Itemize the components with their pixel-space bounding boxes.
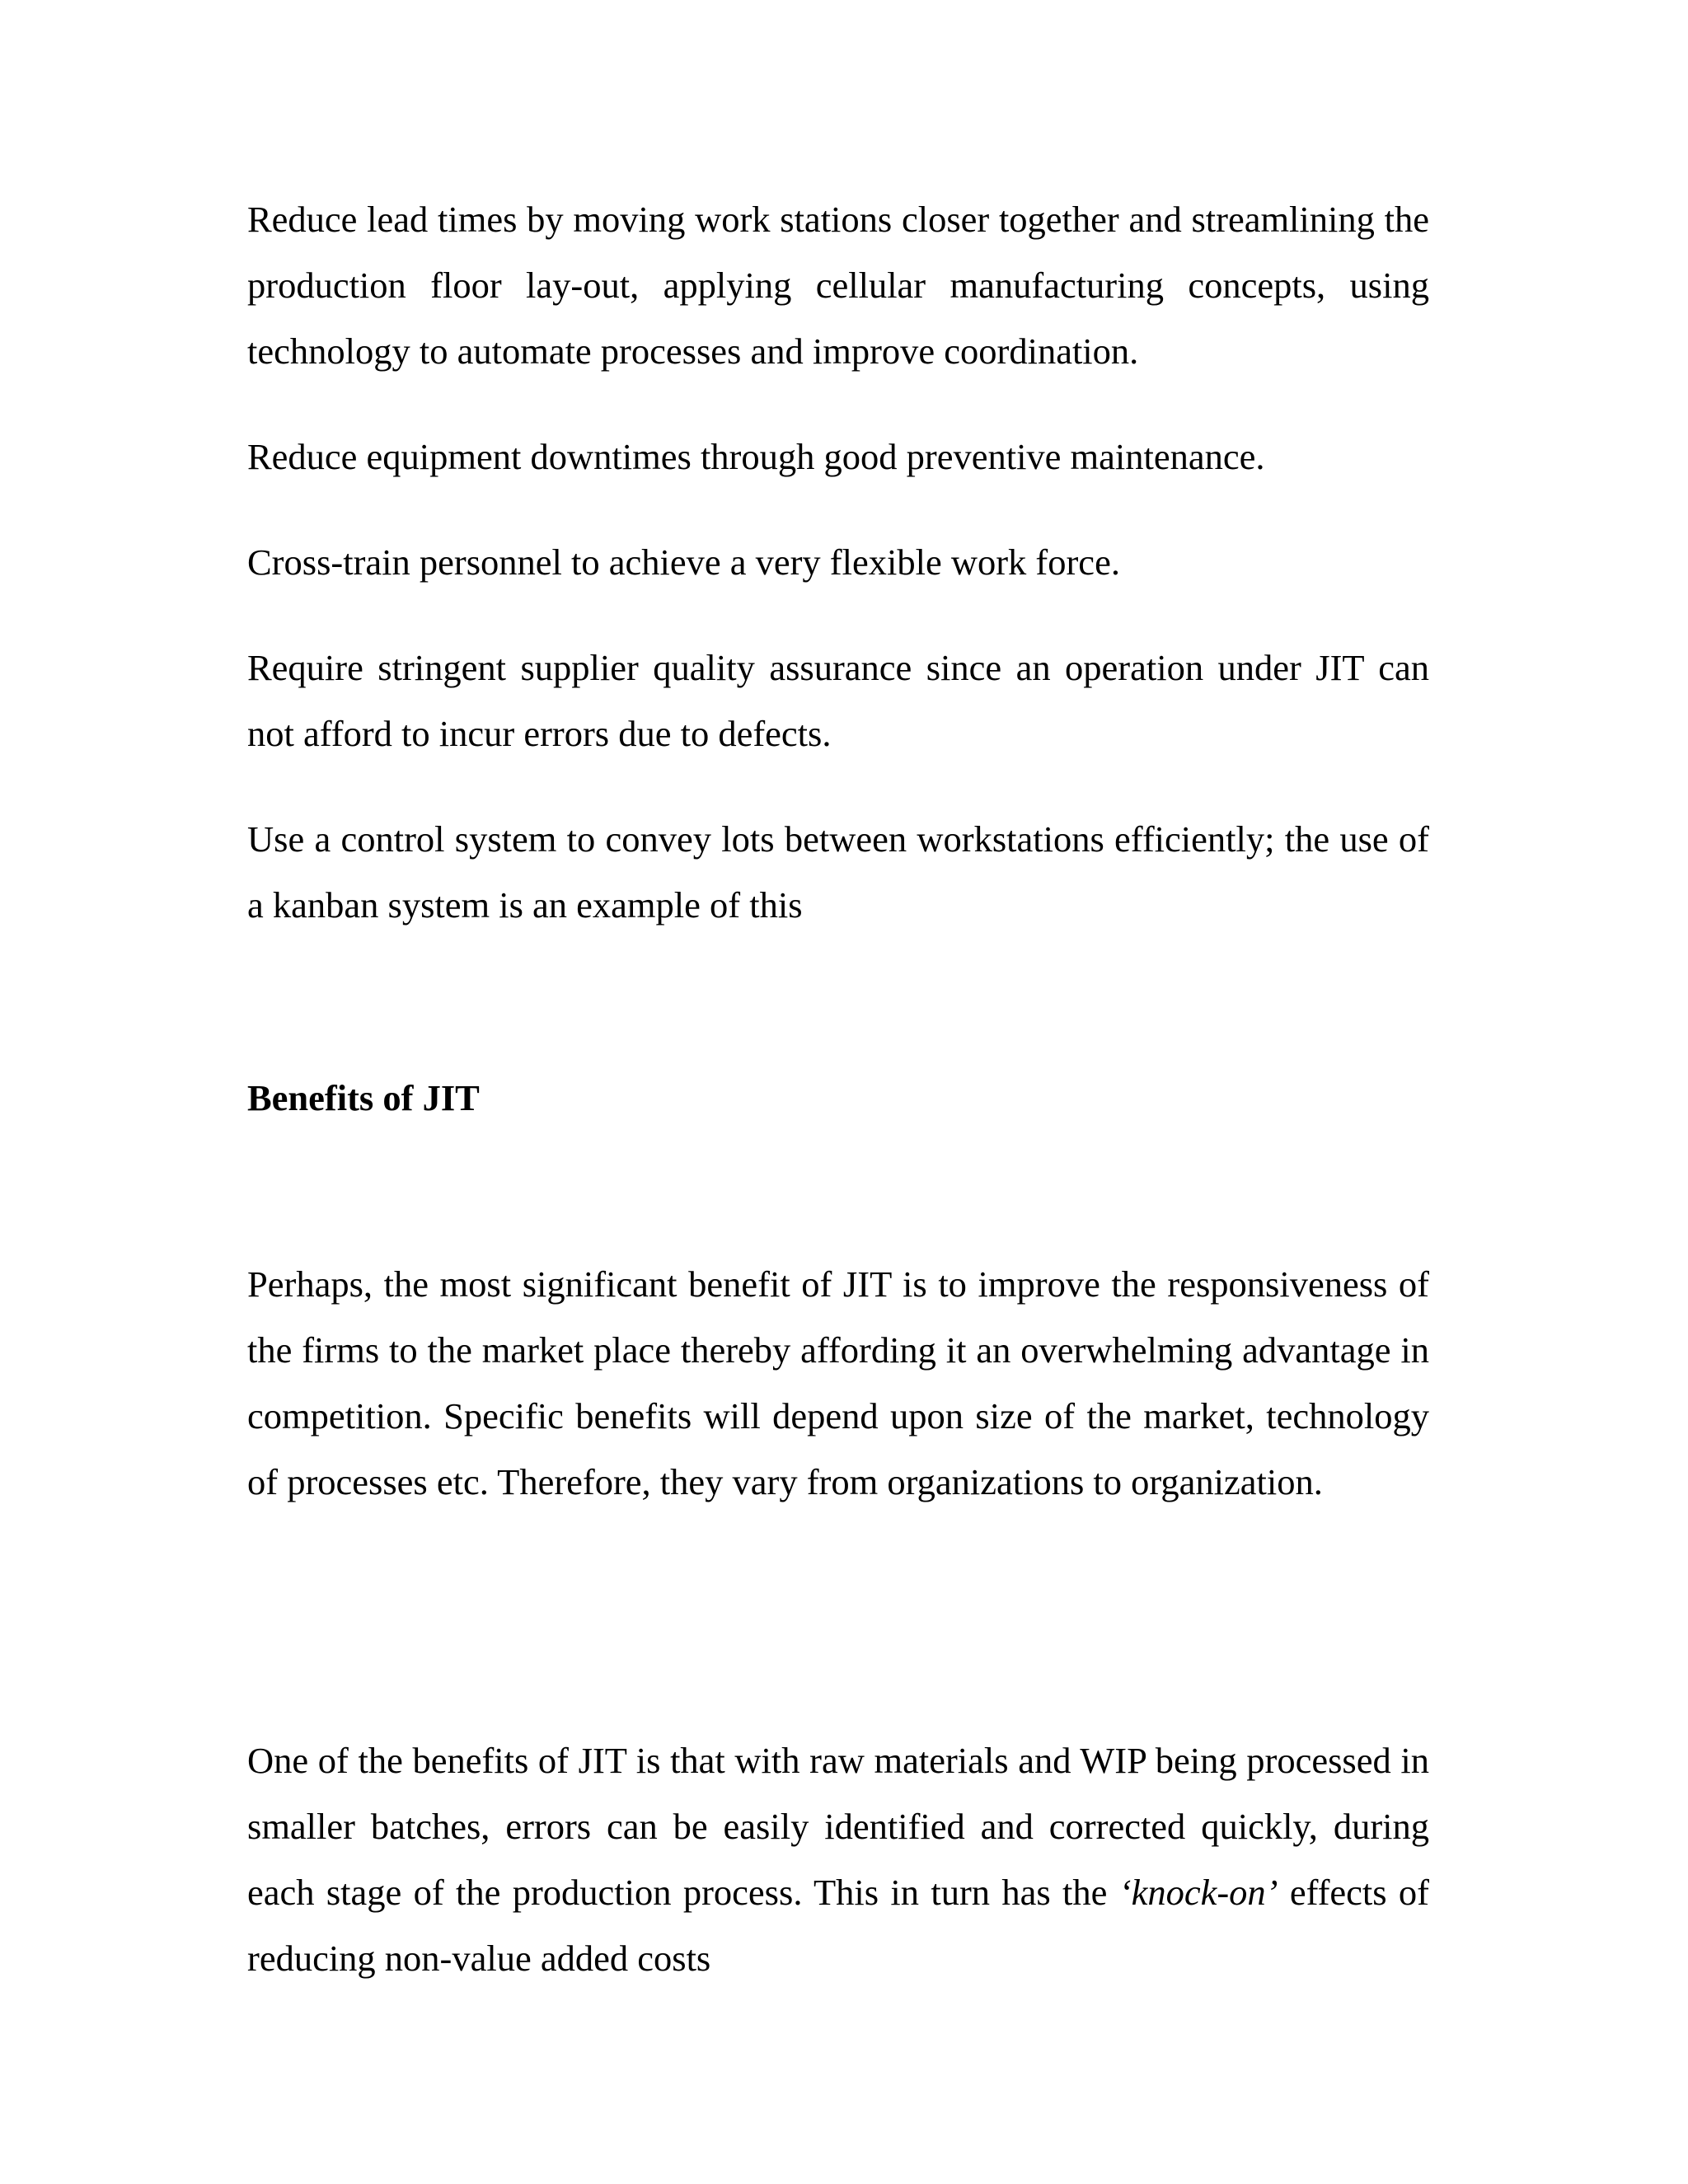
knock-on-emphasis: ‘knock-on’	[1118, 1872, 1278, 1913]
paragraph-lead-text: One of the benefits of JIT is that with raw materials and WIP being processed in smaller batches, errors can be easily identified and corrected quickly, during each stage of the production process. This in turn has the	[247, 1740, 1429, 1913]
paragraph-benefits-smaller-batches	[247, 1727, 1429, 1991]
section-heading-benefits: Benefits of JIT	[247, 1077, 480, 1118]
paragraph-cross-train: Cross-train personnel to achieve a very flexible work force.	[247, 541, 1120, 583]
paragraph-lead-times: Reduce lead times by moving work stations closer together and streamlining the production floor lay-out, applying cellular manufacturing concepts, using technology to automate processes and improve coordination.	[247, 199, 1429, 372]
paragraph-benefits-responsiveness: Perhaps, the most significant benefit of JIT is to improve the responsiveness of the firms to the market place thereby affording it an overwhelming advantage in competition. Specific benefits will depend upon size of the market, technology of processes etc. Therefore, they vary from organizations to organization.	[247, 1263, 1429, 1502]
paragraph-supplier-quality: Require stringent supplier quality assurance since an operation under JIT can not afford to incur errors due to defects.	[247, 647, 1429, 754]
paragraph-tail-text: effects of reducing non-value added costs	[247, 1872, 1430, 1979]
paragraph-equipment-downtimes: Reduce equipment downtimes through good preventive maintenance.	[247, 436, 1265, 477]
paragraph-control-system: Use a control system to convey lots between workstations efficiently; the use of a kanban system is an example of this	[247, 818, 1429, 926]
